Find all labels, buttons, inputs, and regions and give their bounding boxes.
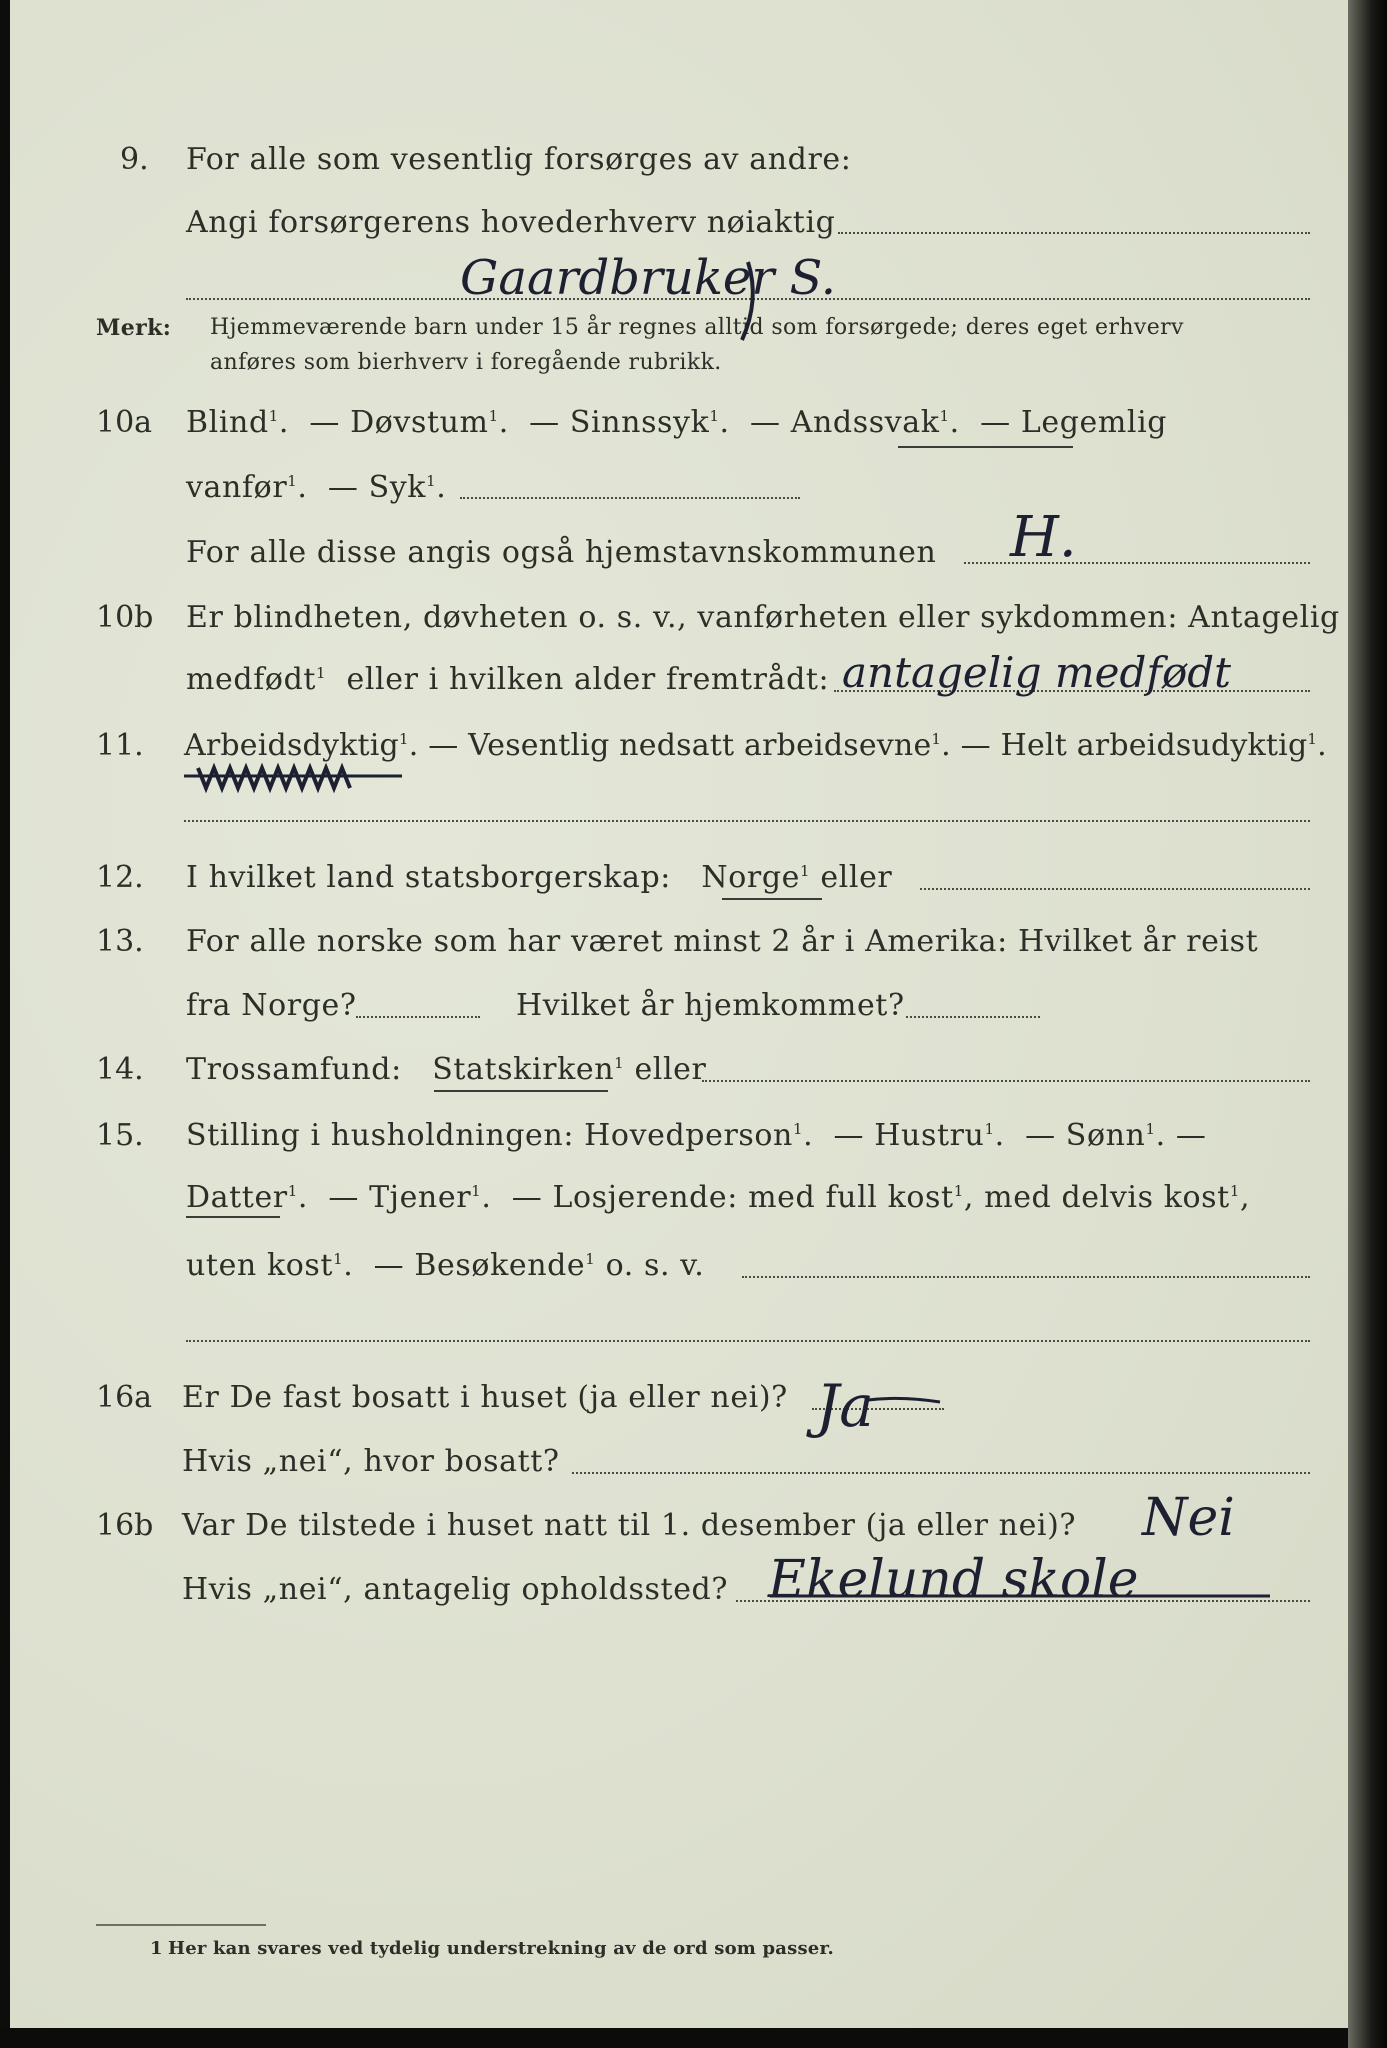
merk-line1: Hjemmeværende barn under 15 år regnes alltid som forsørgede; deres eget erhverv [210, 315, 1184, 340]
q11-nedsatt: — Vesentlig nedsatt arbeidsevne [428, 728, 932, 763]
footnote-text: Her kan svares ved tydelig understrekning av de ord som passer. [168, 1938, 834, 1959]
q9-number: 9. [120, 142, 149, 177]
merk-line2: anføres som bierhverv i foregående rubrikk. [210, 350, 722, 375]
q9-line2: Angi forsørgerens hovederhverv nøiaktig [186, 205, 836, 240]
q10a-blind: Blind [186, 405, 269, 440]
q10a-andssvak: — Andssvak [749, 405, 940, 440]
q16a-line2: Hvis „nei“, hvor bosatt? [182, 1444, 560, 1479]
footnote-mark: 1 [150, 1938, 163, 1959]
q10b-line1: Er blindheten, døvheten o. s. v., vanførheten eller sykdommen: Antagelig [186, 600, 1340, 635]
q9-handwritten-answer: Gaardbruker S. [460, 250, 836, 306]
q12-number: 12. [96, 860, 144, 895]
q13-line2b: Hvilket år hjemkommet? [516, 988, 905, 1023]
q13-line1: For alle norske som har været minst 2 år i Amerika: Hvilket år reist [186, 924, 1259, 959]
q12-norge: Norge [701, 860, 801, 895]
q11-helt: — Helt arbeidsudyktig [960, 728, 1308, 763]
q10b-number: 10b [96, 600, 154, 635]
q10a-number: 10a [96, 405, 153, 440]
q11-arbeidsdyktig: Arbeidsdyktig [184, 728, 399, 763]
q10a-syk: — Syk [327, 470, 427, 505]
q15-row1: Stilling i husholdningen: Hovedperson$^1$. — Hustru$^1$. — Sønn$^1$. — [186, 1118, 1207, 1153]
q15-datter: Datter [186, 1180, 288, 1215]
q13-number: 13. [96, 924, 144, 959]
q16b-line1: Var De tilstede i huset natt til 1. desember (ja eller nei)? [182, 1508, 1077, 1543]
q10b-line2: medfødt$^1$ eller i hvilken alder fremtrådt: [186, 662, 830, 697]
q9-line1: For alle som vesentlig forsørges av andre: [186, 142, 852, 177]
q14-statskirken: Statskirken [432, 1052, 615, 1087]
q15-row3: uten kost$^1$. — Besøkende$^1$ o. s. v. [186, 1248, 705, 1283]
q16b-line2: Hvis „nei“, antagelig opholdssted? [182, 1572, 729, 1607]
merk-label: Merk: [96, 315, 172, 341]
q16a-line1: Er De fast bosatt i huset (ja eller nei)? [182, 1380, 788, 1415]
q10a-sinnssyk: — Sinnssyk [529, 405, 710, 440]
q10a-row2: vanfør$^1$. — Syk$^1$. [186, 470, 447, 505]
q16a-answer-underline [868, 1398, 940, 1402]
q11-number: 11. [96, 728, 144, 763]
q9-answer-flourish [742, 262, 753, 340]
q14-number: 14. [96, 1052, 144, 1087]
q10a-row1: Blind$^1$. — Døvstum$^1$. — Sinnssyk$^1$. — Andssvak$^1$. — Legemlig [186, 405, 1168, 440]
q15-number: 15. [96, 1118, 144, 1153]
q10a-legemlig: — Legemlig [980, 405, 1168, 440]
q16b-handwritten-answer2: Ekelund skole [768, 1550, 1139, 1610]
q13-line2a: fra Norge? [186, 988, 357, 1023]
q16a-number: 16a [96, 1380, 153, 1415]
q10a-vanfor: vanfør [186, 470, 288, 505]
q10a-line3: For alle disse angis også hjemstavnskommunen [186, 535, 937, 570]
q10b-handwritten-answer: antagelig medfødt [842, 648, 1232, 697]
q16b-handwritten-answer1: Nei [1142, 1488, 1235, 1548]
q16a-handwritten-answer: Ja [816, 1372, 874, 1440]
q15-row2: Datter$^1$. — Tjener$^1$. — Losjerende: med full kost$^1$, med delvis kost$^1$, [186, 1180, 1251, 1215]
q12-row: I hvilket land statsborgerskap: Norge$^1$ eller [186, 860, 893, 895]
q11-row: Arbeidsdyktig$^1$. — Vesentlig nedsatt arbeidsevne$^1$. — Helt arbeidsudyktig$^1$. [184, 728, 1327, 763]
q16b-number: 16b [96, 1508, 154, 1543]
q11-arbeidsdyktig-scribble [198, 768, 350, 788]
q10a-handwritten-answer: H. [1010, 505, 1077, 570]
q10a-dovstum: — Døvstum [309, 405, 489, 440]
q14-row: Trossamfund: Statskirken$^1$ eller [186, 1052, 707, 1087]
